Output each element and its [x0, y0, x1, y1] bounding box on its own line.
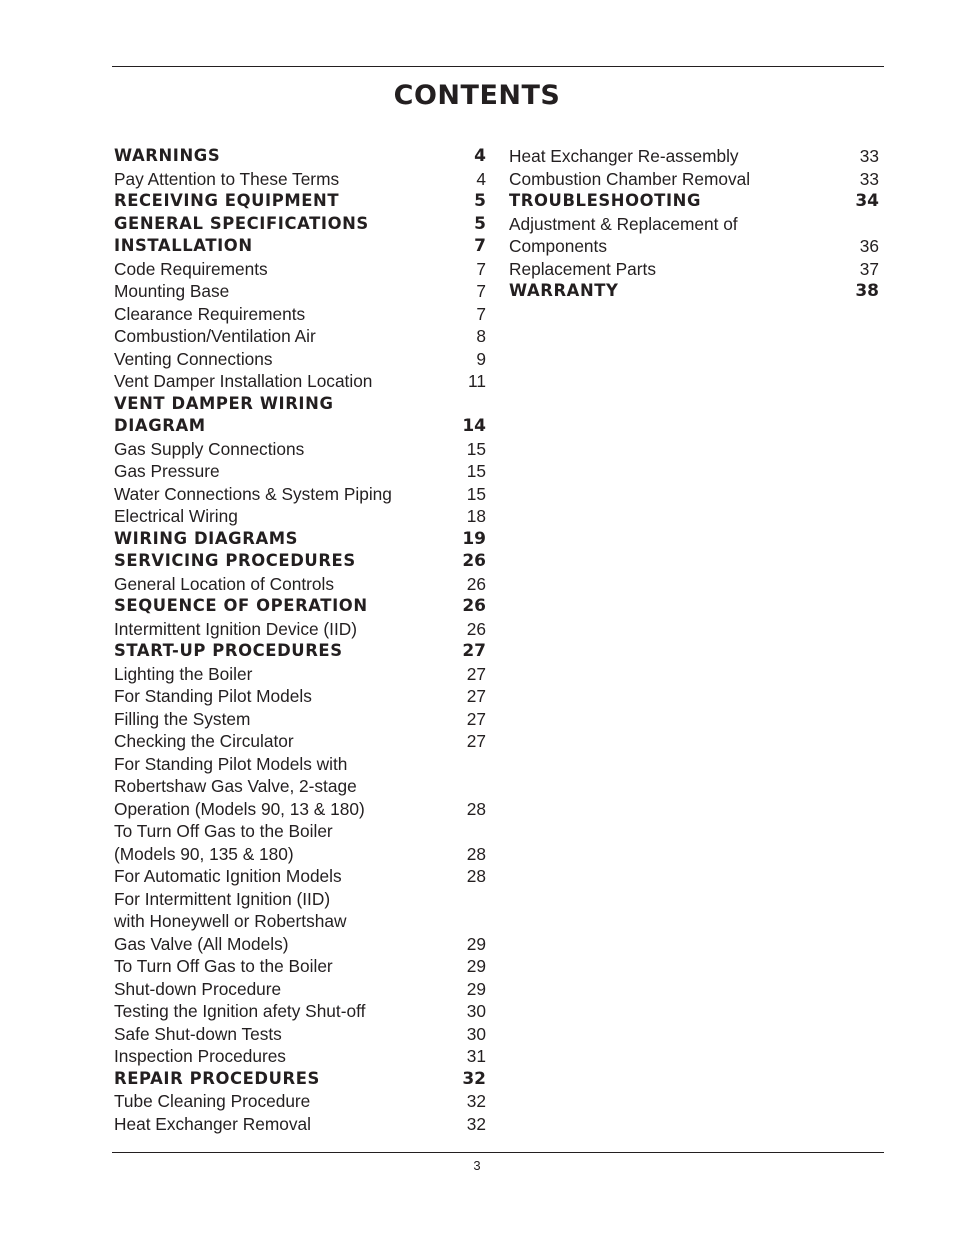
toc-entry-title — [114, 325, 316, 348]
toc-entry-title — [114, 280, 229, 303]
toc-entry — [114, 978, 486, 1001]
toc-entry-title-line: Mounting Base — [114, 281, 230, 301]
toc-entry-title — [114, 168, 339, 191]
toc-entry — [114, 325, 486, 348]
toc-entry — [509, 145, 879, 168]
toc-entry-page-number: 27 — [466, 708, 486, 729]
toc-entry-title — [114, 438, 304, 461]
toc-entry-title — [114, 820, 333, 865]
toc-entry — [114, 258, 486, 281]
toc-entry-page-number: 32 — [466, 1113, 486, 1134]
toc-entry-page-number: 33 — [859, 168, 879, 189]
toc-entry-page-number: 7 — [476, 303, 486, 324]
toc-section-heading — [114, 550, 486, 573]
toc-entry-title-line: REPAIR PROCEDURES — [114, 1068, 320, 1088]
toc-section-heading — [509, 190, 879, 213]
toc-entry — [114, 168, 486, 191]
toc-entry-page-number: 29 — [466, 978, 486, 999]
toc-entry-page-number: 32 — [466, 1091, 486, 1111]
toc-entry — [114, 663, 486, 686]
toc-entry-title — [114, 460, 220, 483]
toc-entry-page-number: 38 — [855, 281, 879, 301]
toc-section-heading — [114, 235, 486, 258]
toc-entry-page-number: 18 — [466, 506, 486, 526]
toc-entry-title-line: RECEIVING EQUIPMENT — [114, 191, 340, 210]
toc-entry — [114, 708, 486, 731]
toc-entry-title-line: INSTALLATION — [114, 236, 253, 255]
toc-entry-page-number: 15 — [466, 461, 486, 481]
toc-entry — [114, 1045, 486, 1068]
toc-entry-title-line: Safe Shut-down Tests — [114, 1023, 282, 1044]
toc-entry-page-number: 29 — [466, 956, 486, 976]
toc-entry-title-line: WIRING DIAGRAMS — [114, 528, 299, 548]
toc-entry — [114, 955, 486, 978]
toc-entry — [114, 1090, 486, 1113]
toc-entry-page-number: 33 — [859, 146, 879, 166]
toc-entry-page-number: 26 — [462, 551, 486, 571]
toc-entry-title — [114, 595, 368, 618]
toc-entry-title — [509, 145, 739, 168]
toc-entry-title — [114, 235, 253, 258]
toc-entry-page-number: 7 — [476, 281, 486, 301]
toc-entry-page-number: 27 — [466, 663, 486, 684]
toc-entry-title — [509, 190, 701, 213]
toc-entry-title-line: Inspection Procedures — [114, 1046, 286, 1066]
toc-entry-title-line: Pay Attention to These Terms — [114, 168, 340, 189]
toc-entry-title-line: Gas Supply Connections — [114, 438, 305, 459]
toc-section-heading — [509, 280, 879, 303]
toc-entry-page-number: 28 — [466, 798, 486, 819]
toc-entry-page-number: 31 — [466, 1046, 486, 1066]
toc-entry-page-number: 30 — [466, 1023, 486, 1044]
toc-entry-page-number: 11 — [468, 371, 486, 391]
toc-entry-title — [114, 753, 365, 821]
toc-entry-title-line: Lighting the Boiler — [114, 663, 253, 684]
toc-entry-page-number: 26 — [466, 618, 486, 639]
toc-entry-title-line: GENERAL SPECIFICATIONS — [114, 213, 369, 233]
toc-entry-title — [114, 483, 392, 506]
toc-entry-title-line: Intermittent Ignition Device (IID) — [114, 618, 357, 639]
toc-entry-title — [114, 190, 339, 213]
toc-section-heading — [114, 213, 486, 236]
toc-entry-title-line: To Turn Off Gas to the Boiler — [114, 956, 333, 976]
toc-entry-title-line: Testing the Ignition afety Shut-off — [114, 1001, 366, 1021]
toc-entry-title-line: Robertshaw Gas Valve, 2-stage — [114, 776, 357, 796]
toc-entry-title-line: Checking the Circulator — [114, 731, 294, 751]
toc-entry-title-line: Heat Exchanger Re-assembly — [509, 146, 739, 166]
toc-entry-title-line: SEQUENCE OF OPERATION — [114, 596, 368, 615]
toc-entry-title-line: Filling the System — [114, 708, 251, 729]
toc-section-heading — [114, 1068, 486, 1091]
toc-entry-page-number: 4 — [474, 146, 486, 166]
toc-entry-page-number: 5 — [474, 191, 486, 211]
toc-entry — [114, 303, 486, 326]
toc-entry-title — [114, 1023, 282, 1046]
toc-entry-page-number: 7 — [474, 236, 486, 256]
toc-entry-title-line: WARNINGS — [114, 146, 221, 165]
toc-entry-title-line: Combustion Chamber Removal — [509, 168, 751, 189]
toc-entry — [114, 1000, 486, 1023]
toc-entry-title-line: Heat Exchanger Removal — [114, 1113, 311, 1134]
toc-entry-title-line: General Location of Controls — [114, 573, 334, 594]
toc-entry — [114, 730, 486, 753]
toc-entry-title-line: Venting Connections — [114, 348, 273, 369]
toc-entry-page-number: 15 — [466, 483, 486, 504]
toc-entry — [114, 820, 486, 865]
toc-section-heading — [114, 528, 486, 551]
top-rule — [112, 66, 884, 67]
toc-entry-title — [114, 505, 238, 528]
toc-entry-title-line: For Standing Pilot Models — [114, 686, 312, 706]
toc-entry-title-line: (Models 90, 135 & 180) — [114, 843, 294, 864]
toc-entry-page-number: 32 — [462, 1068, 486, 1089]
toc-entry-title-line: Tube Cleaning Procedure — [114, 1091, 311, 1111]
toc-entry-title-line: Adjustment & Replacement of — [509, 213, 738, 234]
toc-entry — [114, 1023, 486, 1046]
toc-entry-title-line: VENT DAMPER WIRING — [114, 393, 334, 413]
toc-entry-title — [114, 1000, 365, 1023]
toc-entry-title — [114, 303, 305, 326]
toc-entry-page-number: 19 — [462, 528, 486, 549]
toc-entry-title-line: Water Connections & System Piping — [114, 483, 392, 504]
toc-entry-title — [114, 528, 298, 551]
toc-entry — [114, 370, 486, 393]
toc-entry — [114, 573, 486, 596]
toc-entry-title-line: with Honeywell or Robertshaw — [114, 911, 347, 931]
toc-section-heading — [114, 640, 486, 663]
toc-entry-title — [114, 550, 356, 573]
toc-entry — [114, 685, 486, 708]
toc-entry-title — [114, 685, 312, 708]
toc-entry-title — [114, 708, 250, 731]
toc-entry-title-line: WARRANTY — [509, 281, 619, 300]
toc-entry-title — [509, 280, 619, 303]
toc-entry-page-number: 26 — [462, 596, 486, 616]
toc-entry-title-line: Replacement Parts — [509, 258, 656, 279]
toc-entry-page-number: 29 — [466, 933, 486, 954]
toc-section-heading — [114, 595, 486, 618]
toc-entry-page-number: 27 — [462, 641, 486, 661]
toc-entry — [114, 618, 486, 641]
toc-entry-title — [114, 865, 342, 888]
toc-entry-title-line: Code Requirements — [114, 258, 268, 279]
toc-entry-title-line: For Intermittent Ignition (IID) — [114, 888, 331, 909]
toc-entry-title — [509, 168, 750, 191]
toc-entry-title — [509, 258, 656, 281]
toc-entry-title-line: TROUBLESHOOTING — [509, 191, 702, 210]
toc-entry-title-line: Vent Damper Installation Location — [114, 371, 373, 391]
toc-entry — [509, 213, 879, 258]
toc-entry — [114, 753, 486, 821]
toc-entry — [114, 438, 486, 461]
toc-entry-page-number: 8 — [476, 326, 486, 346]
toc-entry-title-line: START-UP PROCEDURES — [114, 641, 343, 660]
toc-entry-title-line: Operation (Models 90, 13 & 180) — [114, 798, 365, 819]
toc-section-heading — [114, 190, 486, 213]
toc-entry-title-line: Shut-down Procedure — [114, 978, 282, 999]
toc-entry-page-number: 36 — [859, 236, 879, 256]
toc-entry-title — [114, 370, 372, 393]
toc-entry — [509, 258, 879, 281]
toc-entry-page-number: 37 — [859, 258, 879, 279]
toc-entry — [114, 348, 486, 371]
toc-entry-title-line: Gas Pressure — [114, 461, 220, 481]
toc-entry — [114, 483, 486, 506]
toc-entry-title — [114, 258, 268, 281]
toc-section-heading — [114, 145, 486, 168]
toc-left-column — [114, 145, 486, 1135]
toc-entry-title-line: SERVICING PROCEDURES — [114, 551, 356, 570]
page-title: CONTENTS — [393, 80, 561, 111]
toc-entry-title-line: Electrical Wiring — [114, 506, 238, 526]
toc-entry-title — [114, 1113, 311, 1136]
toc-entry-page-number: 27 — [466, 731, 486, 751]
toc-right-column — [509, 145, 879, 303]
page-number: 3 — [473, 1158, 481, 1173]
bottom-rule — [112, 1152, 884, 1153]
toc-entry-page-number: 15 — [466, 438, 486, 459]
toc-entry-page-number: 9 — [476, 348, 486, 369]
toc-entry-page-number: 5 — [474, 213, 486, 234]
toc-entry — [114, 505, 486, 528]
toc-entry-page-number: 30 — [466, 1001, 486, 1021]
toc-entry — [114, 1113, 486, 1136]
toc-entry-title-line: To Turn Off Gas to the Boiler — [114, 821, 333, 841]
toc-entry-page-number: 7 — [476, 258, 486, 279]
toc-entry — [114, 865, 486, 888]
toc-entry-page-number: 28 — [466, 843, 486, 864]
toc-entry-title — [114, 145, 220, 168]
toc-entry-title-line: For Standing Pilot Models with — [114, 753, 348, 774]
toc-entry-title — [114, 618, 357, 641]
toc-entry-title — [509, 213, 738, 258]
toc-entry — [114, 888, 486, 956]
toc-section-heading — [114, 393, 486, 438]
toc-entry-page-number: 14 — [462, 416, 486, 436]
toc-entry-title — [114, 1090, 310, 1113]
toc-entry-page-number: 34 — [855, 191, 879, 211]
toc-entry-title — [114, 978, 281, 1001]
toc-entry-title — [114, 393, 334, 438]
toc-entry-title-line: For Automatic Ignition Models — [114, 866, 342, 886]
toc-entry-title — [114, 730, 294, 753]
toc-entry-title — [114, 955, 333, 978]
toc-entry — [114, 280, 486, 303]
toc-entry-title-line: DIAGRAM — [114, 416, 206, 435]
toc-entry-title-line: Clearance Requirements — [114, 303, 306, 324]
toc-entry-title — [114, 1045, 286, 1068]
toc-entry-title — [114, 348, 273, 371]
toc-entry-title — [114, 888, 346, 956]
toc-entry-title — [114, 640, 343, 663]
toc-entry-page-number: 26 — [466, 573, 486, 594]
toc-entry-page-number: 4 — [476, 168, 486, 189]
toc-entry-page-number: 27 — [466, 686, 486, 706]
toc-entry-title — [114, 1068, 320, 1091]
toc-entry — [509, 168, 879, 191]
toc-entry-title — [114, 573, 334, 596]
toc-entry-page-number: 28 — [466, 866, 486, 886]
toc-entry — [114, 460, 486, 483]
toc-entry-title — [114, 213, 369, 236]
toc-entry-title-line: Combustion/Ventilation Air — [114, 326, 316, 346]
toc-entry-title — [114, 663, 252, 686]
toc-entry-title-line: Gas Valve (All Models) — [114, 933, 289, 954]
toc-entry-title-line: Components — [509, 236, 607, 256]
